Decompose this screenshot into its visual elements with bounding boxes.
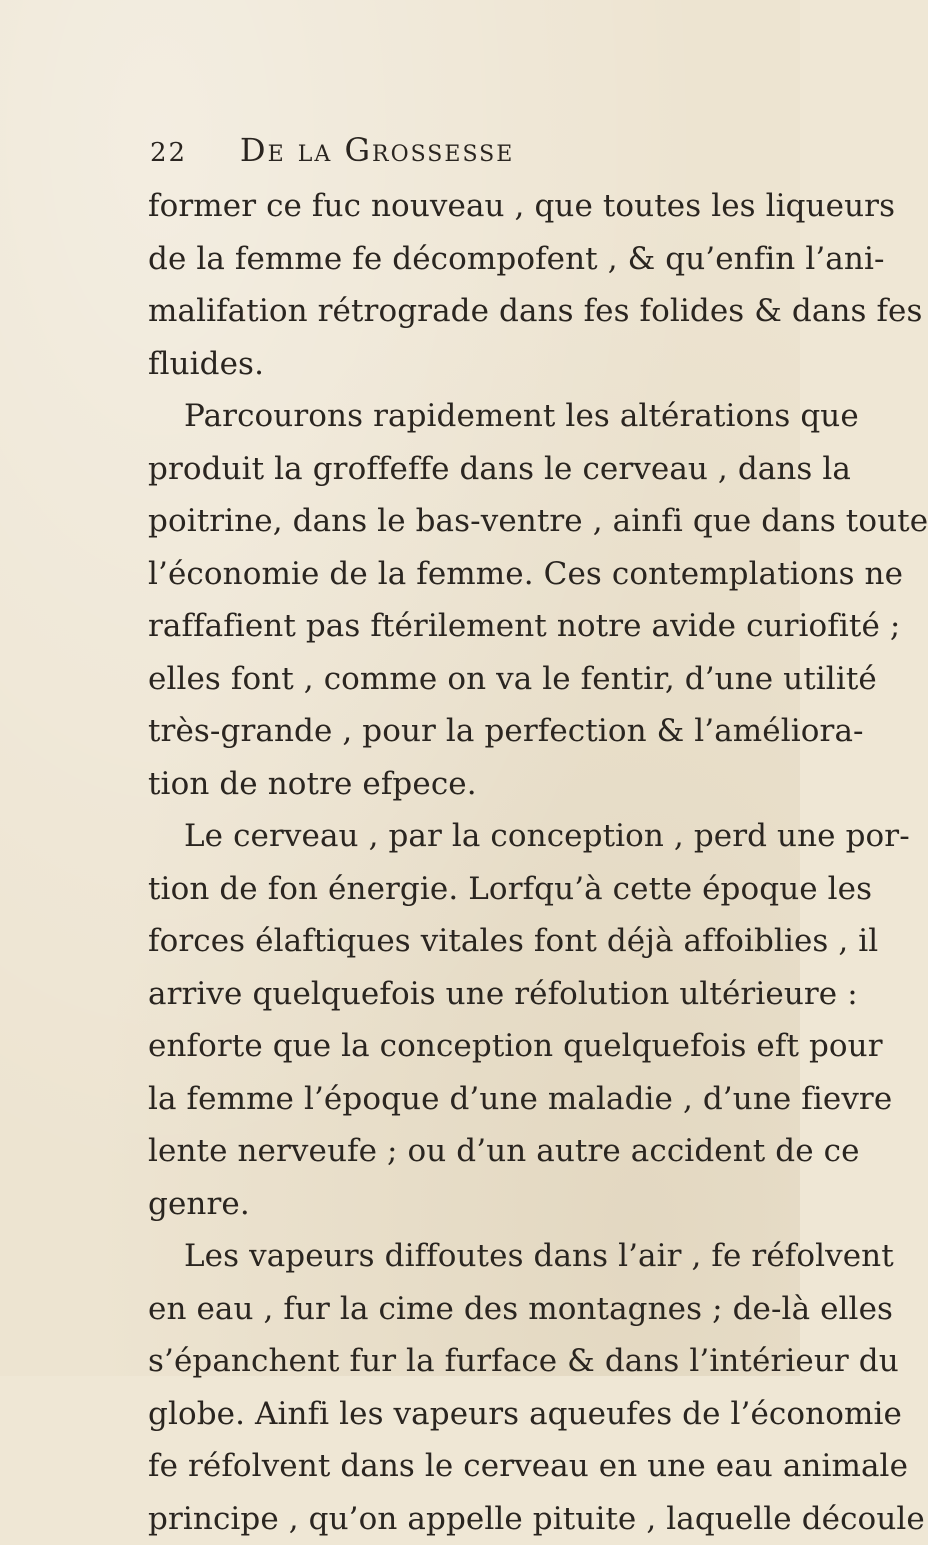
text-line: Le cerveau , par la conception , perd une por- [148, 810, 768, 863]
page-header [150, 128, 710, 172]
text-line: la femme l’époque d’une maladie , d’une fievre [148, 1073, 768, 1126]
text-line: tion de notre efpece. [148, 758, 768, 811]
text-line: fe réfolvent dans le cerveau en une eau animale [148, 1440, 768, 1493]
text-line: arrive quelquefois une réfolution ultérieure : [148, 968, 768, 1021]
text-line: malifation rétrograde dans fes folides & dans fes [148, 285, 768, 338]
page-number: 22 [150, 131, 187, 175]
text-line: globe. Ainfi les vapeurs aqueufes de l’économie [148, 1388, 768, 1441]
text-line: elles font , comme on va le fentir, d’une utilité [148, 653, 768, 706]
text-line: former ce fuc nouveau , que toutes les liqueurs [148, 180, 768, 233]
text-line: l’économie de la femme. Ces contemplations ne [148, 548, 768, 601]
text-line: poitrine, dans le bas-ventre , ainfi que dans toute [148, 495, 768, 548]
text-line: s’épanchent fur la furface & dans l’intérieur du [148, 1335, 768, 1388]
text-line: lente nerveufe ; ou d’un autre accident de ce [148, 1125, 768, 1178]
text-line: produit la groffeffe dans le cerveau , dans la [148, 443, 768, 496]
text-line: forces élaftiques vitales font déjà affoiblies , il [148, 915, 768, 968]
text-line: fluides. [148, 338, 768, 391]
text-line: raffafient pas ftérilement notre avide curiofité ; [148, 600, 768, 653]
text-line: très-grande , pour la perfection & l’améliora- [148, 705, 768, 758]
text-line: principe , qu’on appelle pituite , laquelle découle [148, 1493, 768, 1545]
text-line: enforte que la conception quelquefois eft pour [148, 1020, 768, 1073]
text-line: Parcourons rapidement les altérations que [148, 390, 768, 443]
text-line: tion de fon énergie. Lorfqu’à cette époque les [148, 863, 768, 916]
text-line: de la femme fe décompofent , & qu’enfin l’ani- [148, 233, 768, 286]
body-text [148, 180, 768, 1545]
text-line: genre. [148, 1178, 768, 1231]
text-line: en eau , fur la cime des montagnes ; de-là elles [148, 1283, 768, 1336]
running-title: De la Grossesse [240, 128, 514, 172]
text-line: Les vapeurs diffoutes dans l’air , fe réfolvent [148, 1230, 768, 1283]
